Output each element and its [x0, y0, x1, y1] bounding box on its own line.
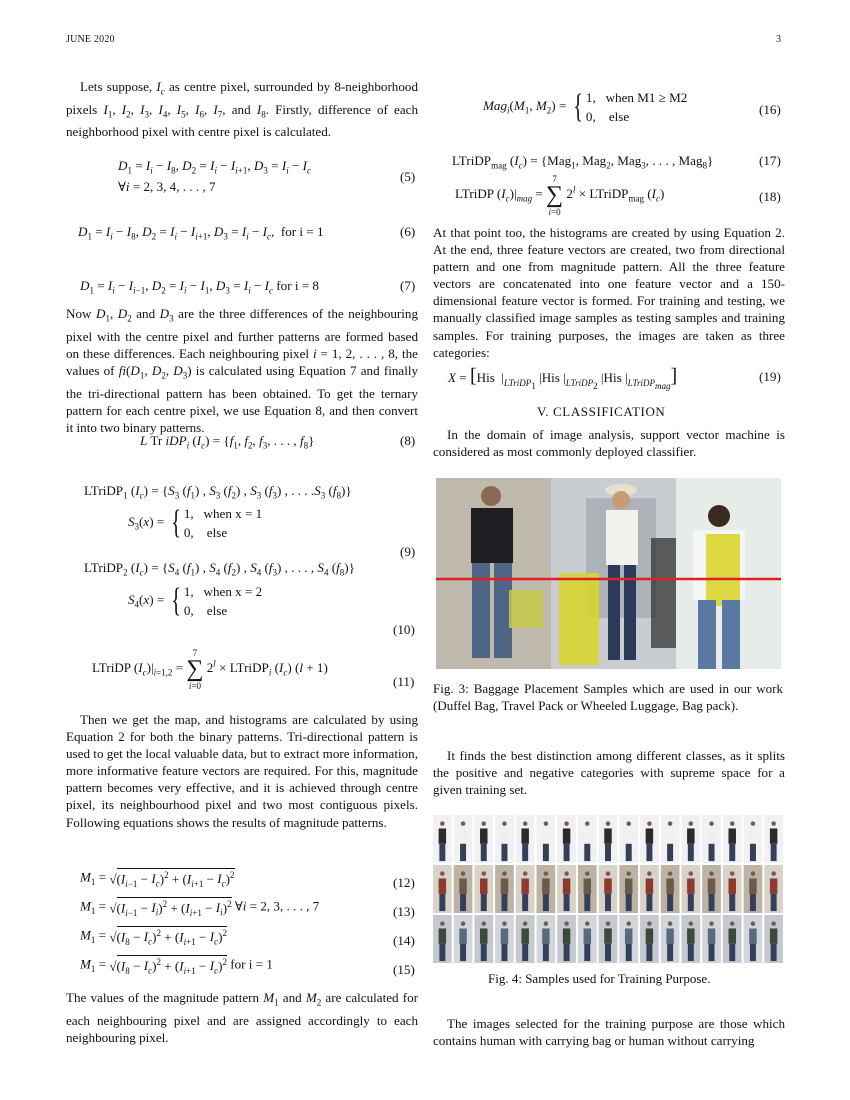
training-thumbnail	[661, 815, 680, 863]
training-thumbnail	[702, 865, 721, 913]
training-thumbnail	[454, 915, 473, 963]
equation-8: L Tr iDP$_i$ $(I_c) = \{f_1$, $f_2$, $f_3$, . . . , $f_8$}	[140, 433, 315, 451]
training-thumbnail	[661, 865, 680, 913]
photo-1-bg	[436, 478, 551, 669]
eq-number-9: (9)	[400, 544, 416, 559]
equation-7: $D_1 = I_i - I_{i-1}$, $D_2 = I_i - I_1$, $D_3 = I_i - I_c$ for i = 8	[80, 278, 319, 296]
eq-number-11: (11)	[393, 674, 415, 689]
equation-16: $Mag_i(M_1$, $M_2$) = { 1, when M1 ≥ M2 0, else	[483, 88, 688, 125]
training-thumbnail	[516, 815, 535, 863]
eq-number-8: (8)	[400, 433, 416, 448]
figure-4-svg	[433, 815, 783, 963]
training-thumbnail	[723, 865, 742, 913]
left-paragraph-2: Now $D_1$, $D_2$ and $D_3$ are the three differences of the neighbouring pixel with the centre pixel and further patterns are formed based on these differences. Each neighbouring pixel i = 1, 2, . . . , 8, the values of $fi(D_1$, $D_2$, $D_3$) is calculated using Equation 7 and finally the tri-directional pattern has been obtained. To get the ternary pattern for each centre pixel, we use Equation 8, and then convert it into two binary patterns.	[66, 306, 419, 435]
equation-10b: $S_4(x)$ = { 1, when x = 2 0, else	[128, 582, 263, 619]
training-thumbnail	[578, 815, 597, 863]
training-thumbnail	[454, 815, 473, 863]
bag-highlight-1	[509, 590, 543, 628]
training-thumbnail	[640, 815, 659, 863]
left-paragraph-4: The values of the magnitude pattern $M_1$ and $M_2$ are calculated for each neighbouring pixel and are assigned accordingly to each neighbouring pixel.	[66, 990, 418, 1045]
training-thumbnail	[764, 815, 783, 863]
training-thumbnail	[723, 915, 742, 963]
figure-4-image	[433, 815, 783, 963]
training-thumbnail	[640, 915, 659, 963]
training-thumbnail	[640, 865, 659, 913]
training-thumbnail	[744, 915, 763, 963]
training-thumbnail	[764, 865, 783, 913]
figure-3-svg	[436, 478, 781, 669]
bag-highlight-2	[559, 573, 599, 665]
eq-number-16: (16)	[759, 102, 781, 117]
training-thumbnail	[495, 915, 514, 963]
training-thumbnail	[433, 915, 452, 963]
training-thumbnail	[619, 815, 638, 863]
training-thumbnail	[702, 915, 721, 963]
left-paragraph-3: Then we get the map, and histograms are calculated by using Equation 2 for both the binary patterns. Tri-directional pattern is used to get the local valuable data, but to extract more information, more informative feature vectors are required. For this, magnitude pattern becomes very effective, and it is achieved through centre pixel, its neighbourhood pixel and two most contiguous pixels. Following equations shows the results of magnitude patterns.	[66, 712, 418, 830]
equation-17: LTriDP$_{mag}$ $(I_c) = \{Mag_1$, Mag$_2$, Mag$_3$, . . . , Mag$_8$}	[452, 153, 714, 171]
training-thumbnail	[681, 915, 700, 963]
eq-number-14: (14)	[393, 933, 415, 948]
training-thumbnail	[723, 815, 742, 863]
eq-number-18: (18)	[759, 189, 781, 204]
figure-3-caption: Fig. 3: Baggage Placement Samples which are used in our work (Duffel Bag, Travel Pack or Wheeled Luggage, Bag pack).	[433, 681, 783, 713]
section-heading: V. CLASSIFICATION	[537, 404, 666, 419]
eq-number-19: (19)	[759, 369, 781, 384]
eq-number-5: (5)	[400, 169, 416, 184]
training-thumbnail	[599, 915, 618, 963]
right-paragraph-3: It finds the best distinction among different classes, as it splits the positive and negative categories with supreme space for a given training set.	[433, 748, 785, 798]
training-thumbnail	[744, 815, 763, 863]
training-thumbnail	[433, 865, 452, 913]
figure-3-image	[436, 478, 781, 669]
running-header: JUNE 2020	[66, 34, 115, 45]
training-thumbnail	[537, 815, 556, 863]
training-thumbnail	[495, 815, 514, 863]
training-thumbnail	[537, 865, 556, 913]
training-thumbnail	[537, 915, 556, 963]
person-3-head	[708, 505, 730, 527]
eq-number-17: (17)	[759, 153, 781, 168]
eq-number-12: (12)	[393, 875, 415, 890]
training-thumbnail	[619, 915, 638, 963]
training-thumbnail	[681, 815, 700, 863]
training-thumbnail	[474, 865, 493, 913]
equation-15: $M_1 = √(I_8 - I_c)^2 + (I_{i+1} - I_c)^2$ for i = 1	[80, 956, 273, 976]
page-number: 3	[776, 34, 782, 45]
eq-number-6: (6)	[400, 224, 416, 239]
equation-14: $M_1 = √(I_8 - I_c)^2 + (I_{i+1} - I_c)^2$	[80, 927, 227, 947]
eq-number-13: (13)	[393, 904, 415, 919]
training-thumbnail	[702, 815, 721, 863]
equation-12: $M_1 = √(I_{i-1} - I_c)^2 + (I_{i+1} - I_c)^2$	[80, 869, 235, 889]
person-1-shirt	[471, 508, 513, 563]
figure-4-caption: Fig. 4: Samples used for Training Purpose.	[488, 971, 711, 986]
equation-5: $D_1 = I_i - I_8$, $D_2 = I_i - I_{i+1}$, $D_3 = I_i - I_c$	[118, 158, 312, 176]
bag-highlight-3	[706, 534, 740, 606]
right-paragraph-4: The images selected for the training purpose are those which contains human with carrying bag or human without carrying	[433, 1016, 785, 1049]
equation-18: LTriDP $(I_c)|_{mag} = 7$ ∑ i=0 $2^l$ × LTriDP$_{mag}$ $(I_c)$	[455, 174, 665, 217]
training-thumbnail	[557, 815, 576, 863]
equation-19: X = [His $|_{LTriDP_1}$ |His $|_{LTriDP_2}$ |His $|_{LTriDP_{mag}}$]	[448, 365, 678, 391]
equation-9a: LTriDP$_1$ $(I_c) = \{S_3$ $(f_1)$ , $S_3$ $(f_2)$ , $S_3$ $(f_3)$ , . . . $.S_3$ $(f_8)$}	[84, 483, 352, 501]
eq-number-7: (7)	[400, 278, 416, 293]
training-thumbnail	[764, 915, 783, 963]
equation-5-cond: ∀i = 2, 3, 4, . . . , 7	[118, 179, 216, 194]
training-thumbnail	[557, 915, 576, 963]
training-thumbnail	[495, 865, 514, 913]
person-2-head	[612, 491, 630, 509]
training-thumbnail	[557, 865, 576, 913]
training-thumbnail	[619, 865, 638, 913]
training-thumbnail	[744, 865, 763, 913]
eq-number-10: (10)	[393, 622, 415, 637]
person-1-head	[481, 486, 501, 506]
equation-13: $M_1 = √(I_{i-1} - I_i)^2 + (I_{i+1} - I_i)^2$ ∀i = 2, 3, . . . , 7	[80, 898, 320, 918]
training-thumbnail	[433, 815, 452, 863]
training-thumbnail	[578, 865, 597, 913]
right-paragraph-2: In the domain of image analysis, support vector machine is considered as most commonly deployed classifier.	[433, 427, 785, 460]
person-2-shirt	[606, 510, 638, 565]
training-thumbnail	[454, 865, 473, 913]
equation-9b: $S_3(x)$ = { 1, when x = 1 0, else	[128, 504, 263, 541]
training-thumbnail	[474, 815, 493, 863]
training-thumbnail	[578, 915, 597, 963]
equation-11: LTriDP $(I_c)|_{i=1,2} = 7$ ∑ i=0 $2^l$ × LTriDP$_i$ $(I_c) (l + 1)$	[92, 648, 328, 691]
equation-6: $D_1 = I_i - I_8$, $D_2 = I_i - I_{i+1}$, $D_3 = I_i - I_c$, for i = 1	[78, 224, 324, 242]
eq-number-15: (15)	[393, 962, 415, 977]
training-thumbnail	[516, 915, 535, 963]
left-paragraph-1: Lets suppose, $I_c$ as centre pixel, surrounded by 8-neighborhood pixels $I_1$, $I_2$, $I_3$, $I_4$, $I_5$, $I_6$, $I_7$, and $I_8$. Firstly, difference of each neighborhood pixel with centre pixel is calculated.	[66, 79, 419, 140]
right-paragraph-1: At that point too, the histograms are created by using Equation 2. At the end, three feature vectors are created, two from directional pattern and one from magnitude pattern. All the three feature vectors are concatenated into one feature vector and a 150-dimensional feature vector is formed. For training and testing, we manually classified image samples as testing samples and training samples. For training purposes, the images are taken as three categories:	[433, 225, 785, 360]
equation-10a: LTriDP$_2$ $(I_c) = \{S_4$ $(f_1)$ , $S_4$ $(f_2)$ , $S_4$ $(f_3)$ , . . . , $S_4$ $(f_8)$}	[84, 560, 355, 578]
training-thumbnail	[516, 865, 535, 913]
training-thumbnail	[661, 915, 680, 963]
training-thumbnail	[599, 815, 618, 863]
training-thumbnail	[599, 865, 618, 913]
training-thumbnail	[681, 865, 700, 913]
training-thumbnail	[474, 915, 493, 963]
